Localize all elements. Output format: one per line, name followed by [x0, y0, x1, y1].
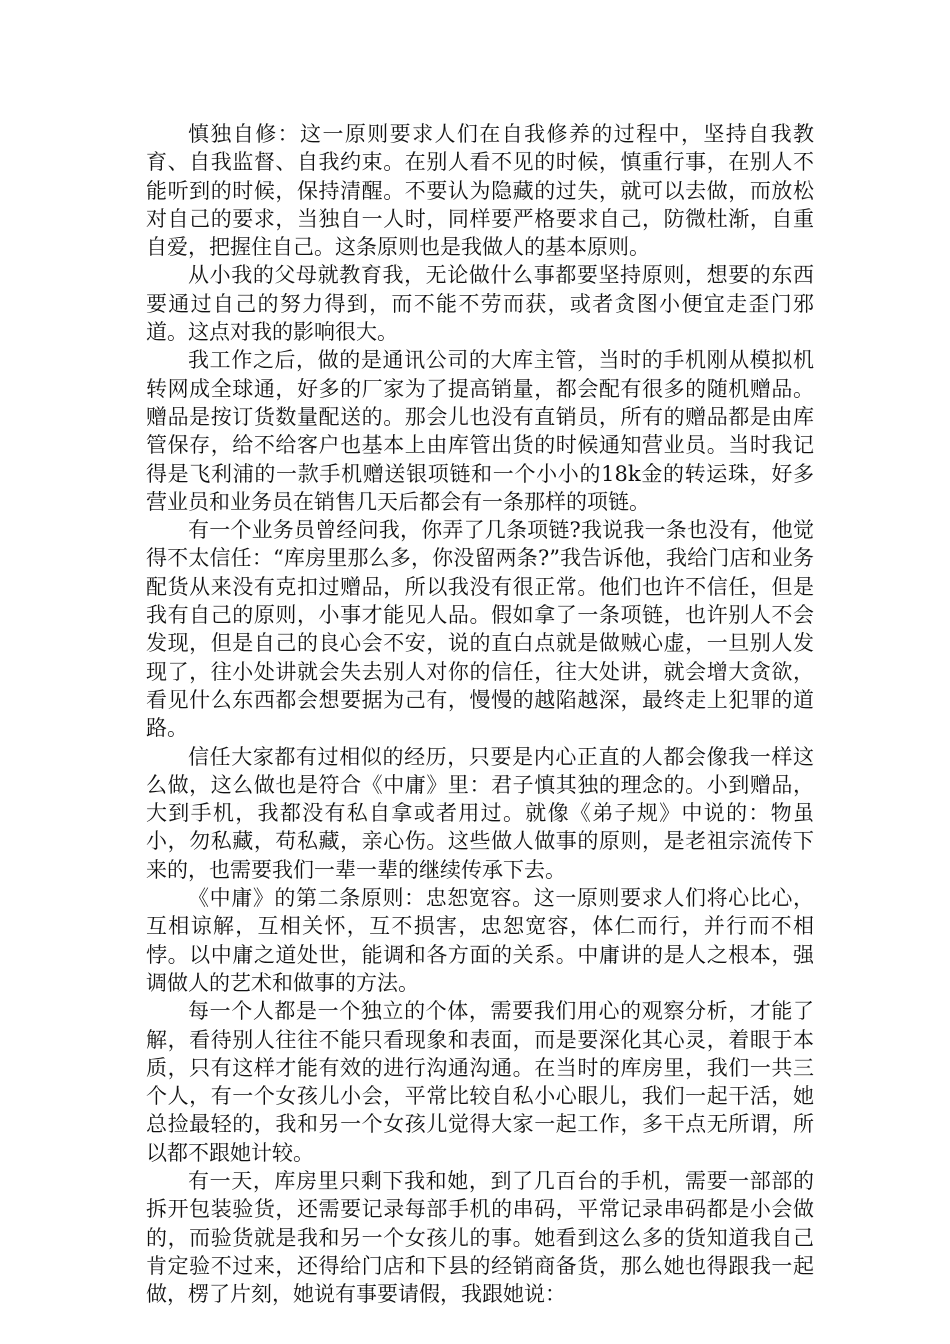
paragraph-4: 有一个业务员曾经问我，你弄了几条项链?我说我一条也没有，他觉得不太信任：“库房里那么多，你没留两条?”我告诉他，我给门店和业务配货从来没有克扣过赠品，所以我没有很正常。他们也许不信任，但是我有自己的原则，小事才能见人品。假如拿了一条项链，也许别人不会发现，但是自己的良心会不安，说的直白点就是做贼心虚，一旦别人发现了，往小处讲就会失去别人对你的信任，往大处讲，就会增大贪欲，看见什么东西都会想要据为己有，慢慢的越陷越深，最终走上犯罪的道路。: [146, 518, 814, 741]
paragraph-8: 有一天，库房里只剩下我和她，到了几百台的手机，需要一部部的拆开包装验货，还需要记录每部手机的串码，平常记录串码都是小会做的，而验货就是我和另一个女孩儿的事。她看到这么多的货知道我自己肯定验不过来，还得给门店和下县的经销商备货，那么她也得跟我一起做，楞了片刻，她说有事要请假，我跟她说：: [146, 1168, 814, 1307]
paragraph-7: 每一个人都是一个独立的个体，需要我们用心的观察分析，才能了解，看待别人往往不能只看现象和表面，而是要深化其心灵，着眼于本质，只有这样才能有效的进行沟通沟通。在当时的库房里，我们一共三个人，有一个女孩儿小会，平常比较自私小心眼儿，我们一起干活，她总捡最轻的，我和另一个女孩儿觉得大家一起工作，多干点无所谓，所以都不跟她计较。: [146, 999, 814, 1165]
document-body: [146, 120, 814, 1308]
paragraph-6: 《中庸》的第二条原则：忠恕宽容。这一原则要求人们将心比心，互相谅解，互相关怀，互不损害，忠恕宽容，体仁而行，并行而不相悖。以中庸之道处世，能调和各方面的关系。中庸讲的是人之根本，强调做人的艺术和做事的方法。: [146, 886, 814, 995]
paragraph-3: 我工作之后，做的是通讯公司的大库主管，当时的手机刚从模拟机转网成全球通，好多的厂家为了提高销量，都会配有很多的随机赠品。赠品是按订货数量配送的。那会儿也没有直销员，所有的赠品都是由库管保存，给不给客户也基本上由库管出货的时候通知营业员。当时我记得是飞利浦的一款手机赠送银项链和一个小小的18k金的转运珠，好多营业员和业务员在销售几天后都会有一条那样的项链。: [146, 348, 814, 514]
paragraph-5: 信任大家都有过相似的经历，只要是内心正直的人都会像我一样这么做，这么做也是符合《中庸》里：君子慎其独的理念的。小到赠品，大到手机，我都没有私自拿或者用过。就像《弟子规》中说的：物虽小，勿私藏，苟私藏，亲心伤。这些做人做事的原则，是老祖宗流传下来的，也需要我们一辈一辈的继续传承下去。: [146, 744, 814, 882]
paragraph-2: 从小我的父母就教育我，无论做什么事都要坚持原则，想要的东西要通过自己的努力得到，而不能不劳而获，或者贪图小便宜走歪门邪道。这点对我的影响很大。: [146, 263, 814, 345]
paragraph-1: 慎独自修：这一原则要求人们在自我修养的过程中，坚持自我教育、自我监督、自我约束。在别人看不见的时候，慎重行事，在别人不能听到的时候，保持清醒。不要认为隐藏的过失，就可以去做，而放松对自己的要求，当独自一人时，同样要严格要求自己，防微杜渐，自重自爱，把握住自己。这条原则也是我做人的基本原则。: [146, 122, 814, 260]
